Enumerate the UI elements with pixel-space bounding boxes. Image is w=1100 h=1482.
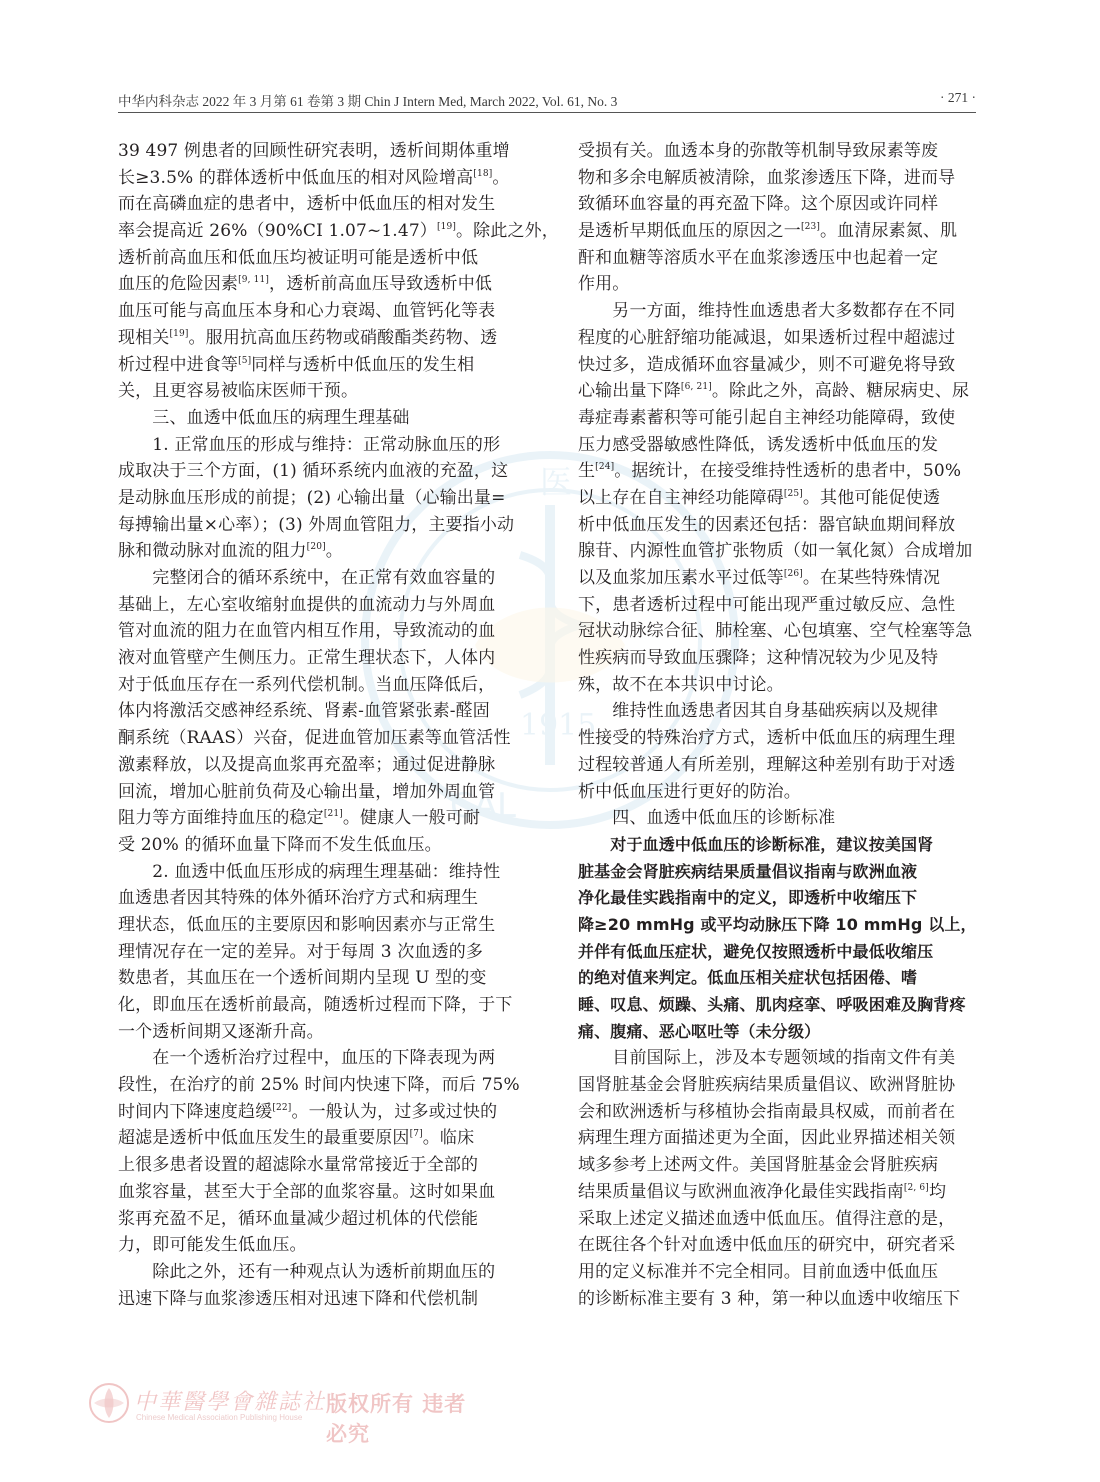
line-text: 性疾病而导致血压骤降；这种情况较为少见及特 bbox=[578, 648, 939, 669]
citation-ref: [5] bbox=[238, 355, 252, 366]
text-line bbox=[578, 939, 986, 966]
line-text: 酮系统（RAAS）兴奋，促进血管加压素等血管活性 bbox=[118, 728, 511, 749]
line-text: 程度的心脏舒缩功能减退，如果透析过程中超滤过 bbox=[578, 327, 956, 348]
line-text: 阻力等方面维持血压的稳定 bbox=[118, 808, 324, 829]
text-line bbox=[578, 1072, 986, 1099]
line-text: 是动脉血压形成的前提；(2) 心输出量（心输出量= bbox=[118, 487, 506, 508]
text-line bbox=[578, 1286, 986, 1313]
text-line bbox=[118, 432, 526, 459]
text-line bbox=[118, 912, 526, 939]
text-line bbox=[118, 138, 526, 165]
line-text: 降≥20 mmHg 或平均动脉压下降 10 mmHg 以上， bbox=[578, 914, 977, 934]
text-line bbox=[578, 645, 986, 672]
text-line bbox=[578, 245, 986, 272]
copyright-mark: 版权所有 违者必究 bbox=[326, 1392, 467, 1446]
line-text: 采取上述定义描述血透中低血压。值得注意的是， bbox=[578, 1208, 956, 1229]
line-text: 血浆容量，甚至大于全部的血浆容量。这时如果血 bbox=[118, 1181, 496, 1202]
line-text: 受 20% 的循环血量下降而不发生低血压。 bbox=[118, 834, 442, 855]
text-line bbox=[578, 912, 986, 939]
line-text-continued: 。健康人一般可耐 bbox=[342, 808, 481, 829]
text-line bbox=[578, 325, 986, 352]
citation-ref: [7] bbox=[409, 1129, 423, 1140]
text-line bbox=[118, 992, 526, 1019]
line-text-continued: 。临床 bbox=[422, 1128, 475, 1149]
text-line bbox=[118, 859, 526, 886]
line-text: 结果质量倡议与欧洲血液净化最佳实践指南 bbox=[578, 1181, 904, 1202]
text-line bbox=[578, 1152, 986, 1179]
text-line bbox=[578, 218, 986, 245]
text-line bbox=[118, 1045, 526, 1072]
line-text: 致循环血容量的再充盈下降。这个原因或许同样 bbox=[578, 194, 939, 215]
text-line bbox=[118, 165, 526, 192]
citation-ref: [19] bbox=[436, 222, 457, 233]
line-text: 血透患者因其特殊的体外循环治疗方式和病理生 bbox=[118, 888, 479, 909]
text-line bbox=[118, 1179, 526, 1206]
text-line bbox=[118, 245, 526, 272]
line-text: 迅速下降与血浆渗透压相对迅速下降和代偿机制 bbox=[118, 1288, 479, 1309]
text-line bbox=[118, 458, 526, 485]
text-line bbox=[578, 698, 986, 725]
line-text: 在一个透析治疗过程中，血压的下降表现为两 bbox=[118, 1048, 496, 1069]
line-text: 是透析早期低血压的原因之一 bbox=[578, 221, 801, 242]
text-line bbox=[578, 165, 986, 192]
line-text: 压力感受器敏感性降低，诱发透析中低血压的发 bbox=[578, 434, 939, 455]
publisher-name: 中華醫學會雜誌社 bbox=[134, 1390, 327, 1415]
text-line bbox=[118, 1099, 526, 1126]
text-line bbox=[118, 752, 526, 779]
citation-ref: [20] bbox=[306, 542, 326, 553]
line-text-continued: 。一般认为，过多或过快的 bbox=[291, 1101, 498, 1122]
text-line bbox=[578, 1259, 986, 1286]
text-line bbox=[118, 191, 526, 218]
line-text: 脉和微动脉对血流的阻力 bbox=[118, 541, 307, 562]
line-text: 以上存在自主神经功能障碍 bbox=[578, 487, 784, 508]
text-line bbox=[118, 405, 526, 432]
text-line bbox=[118, 805, 526, 832]
line-text: 痛、腹痛、恶心呕吐等（未分级） bbox=[578, 1021, 821, 1041]
line-text: 析过程中进食等 bbox=[118, 354, 239, 375]
citation-ref: [18] bbox=[473, 168, 493, 179]
text-line bbox=[578, 138, 986, 165]
citation-ref: [2, 6] bbox=[903, 1182, 929, 1193]
text-line bbox=[118, 512, 526, 539]
line-text: 1. 正常血压的形成与维持：正常动脉血压的形 bbox=[118, 434, 501, 455]
text-line bbox=[578, 271, 986, 298]
line-text: 另一方面，维持性血透患者大多数都存在不同 bbox=[578, 301, 956, 322]
text-line bbox=[578, 1125, 986, 1152]
text-line bbox=[578, 191, 986, 218]
line-text: 而在高磷血症的患者中，透析中低血压的相对发生 bbox=[118, 194, 496, 215]
line-text: 下，患者透析过程中可能出现严重过敏反应、急性 bbox=[578, 594, 956, 615]
line-text-continued: 。其他可能促使透 bbox=[802, 487, 941, 508]
watermark-year: 1915 bbox=[520, 708, 597, 743]
line-text: 39 497 例患者的回顾性研究表明，透析间期体重增 bbox=[118, 141, 510, 161]
text-line bbox=[578, 512, 986, 539]
watermark-char: 医 bbox=[540, 463, 573, 501]
line-text-continued: 同样与透析中低血压的发生相 bbox=[251, 354, 475, 375]
line-text-continued: 。除此之外，高龄、糖尿病史、尿 bbox=[711, 381, 970, 402]
line-text: 2. 血透中低血压形成的病理生理基础：维持性 bbox=[118, 861, 501, 882]
line-text: 毒症毒素蓄积等可能引起自主神经功能障碍，致使 bbox=[578, 407, 956, 428]
text-line bbox=[118, 725, 526, 752]
line-text: 用的定义标准并不完全相同。目前血透中低血压 bbox=[578, 1261, 939, 1282]
text-line bbox=[578, 992, 986, 1019]
line-text: 析中低血压进行更好的防治。 bbox=[578, 781, 801, 802]
text-line bbox=[578, 1232, 986, 1259]
line-text-continued: 。血清尿素氮、肌 bbox=[820, 221, 958, 242]
journal-citation: 中华内科杂志 2022 年 3 月第 61 卷第 3 期 Chin J Intern Med, March 2022, Vol. 61, No. 3 bbox=[118, 94, 618, 109]
text-line bbox=[118, 592, 526, 619]
text-line bbox=[578, 885, 986, 912]
line-text: 维持性血透患者因其自身基础疾病以及规律 bbox=[578, 701, 939, 722]
line-text: 理状态，低血压的主要原因和影响因素亦与正常生 bbox=[118, 914, 496, 935]
line-text: 力，即可能发生低血压。 bbox=[118, 1235, 307, 1256]
text-line bbox=[118, 1286, 526, 1313]
line-text: 血压的危险因素 bbox=[118, 274, 239, 295]
line-text: 上很多患者设置的超滤除水量常常接近于全部的 bbox=[118, 1155, 479, 1176]
text-line bbox=[578, 298, 986, 325]
citation-ref: [22] bbox=[272, 1102, 292, 1113]
line-text: 长≥3.5% 的群体透析中低血压的相对风险增高 bbox=[118, 167, 474, 188]
text-line bbox=[578, 859, 986, 886]
text-line bbox=[578, 538, 986, 565]
line-text: 并伴有低血压症状，避免仅按照透析中最低收缩压 bbox=[578, 941, 934, 961]
line-text: 性接受的特殊治疗方式，透析中低血压的病理生理 bbox=[578, 728, 956, 749]
text-line bbox=[118, 218, 559, 245]
text-line bbox=[578, 1019, 986, 1046]
text-line bbox=[118, 325, 526, 352]
line-text: 段性，在治疗的前 25% 时间内快速下降，而后 75% bbox=[118, 1075, 520, 1096]
text-line bbox=[578, 565, 986, 592]
citation-ref: [26] bbox=[783, 569, 803, 579]
text-line bbox=[578, 592, 986, 619]
text-line bbox=[118, 1232, 526, 1259]
line-text: 液对血管壁产生侧压力。正常生理状态下，人体内 bbox=[118, 648, 496, 669]
text-line bbox=[578, 1045, 986, 1072]
citation-ref: [6, 21] bbox=[680, 382, 712, 393]
citation-ref: [9, 11] bbox=[238, 275, 270, 286]
line-text: 腺苷、内源性血管扩张物质（如一氧化氮）合成增加 bbox=[578, 541, 973, 562]
line-text: 浆再充盈不足，循环血量减少超过机体的代偿能 bbox=[118, 1208, 479, 1229]
text-line bbox=[118, 965, 526, 992]
line-text: 一个透析间期又逐渐升高。 bbox=[118, 1021, 324, 1042]
text-line bbox=[118, 1125, 526, 1152]
line-text: 数患者，其血压在一个透析间期内呈现 U 型的变 bbox=[118, 968, 487, 989]
text-line bbox=[118, 378, 526, 405]
line-text-continued: 。除此之外， bbox=[456, 221, 559, 242]
line-text: 除此之外，还有一种观点认为透析前期血压的 bbox=[118, 1261, 496, 1282]
text-line bbox=[118, 538, 526, 565]
line-text: 激素释放，以及提高血浆再充盈率；通过促进静脉 bbox=[118, 754, 496, 775]
line-text-continued: 。 bbox=[492, 167, 510, 188]
line-text: 酐和血糖等溶质水平在血浆渗透压中也起着一定 bbox=[578, 247, 939, 268]
line-text-continued: 。 bbox=[325, 541, 343, 562]
line-text-continued: ，透析前高血压导致透析中低 bbox=[269, 274, 492, 295]
text-line bbox=[118, 779, 526, 806]
line-text: 物和多余电解质被清除，血浆渗透压下降，进而导 bbox=[578, 167, 956, 188]
line-text: 回流，增加心脏前负荷及心输出量，增加外周血管 bbox=[118, 781, 496, 802]
citation-ref: [24] bbox=[595, 462, 615, 473]
line-text: 的绝对值来判定。低血压相关症状包括困倦、嗜 bbox=[578, 968, 918, 988]
text-line bbox=[118, 298, 526, 325]
text-line bbox=[118, 1259, 526, 1286]
text-line bbox=[118, 698, 526, 725]
text-line bbox=[118, 618, 526, 645]
line-text: 透析前高血压和低血压均被证明可能是透析中低 bbox=[118, 247, 479, 268]
line-text-continued: 。在某些特殊情况 bbox=[802, 568, 941, 588]
text-line bbox=[118, 672, 526, 699]
text-line bbox=[578, 832, 986, 859]
line-text: 对于低血压存在一系列代偿机制。当血压降低后， bbox=[118, 674, 496, 695]
citation-ref: [19] bbox=[169, 328, 189, 339]
text-line bbox=[578, 378, 986, 405]
line-text: 成取决于三个方面，(1) 循环系统内血液的充盈，这 bbox=[118, 461, 509, 482]
line-text: 国肾脏基金会肾脏疾病结果质量倡议、欧洲肾脏协 bbox=[578, 1075, 956, 1096]
text-line bbox=[578, 432, 986, 459]
text-line bbox=[578, 779, 986, 806]
text-line bbox=[118, 352, 526, 379]
line-text: 关，且更容易被临床医师干预。 bbox=[118, 381, 359, 402]
line-text: 域多参考上述两文件。美国肾脏基金会肾脏疾病 bbox=[578, 1155, 939, 1176]
line-text: 每搏输出量×心率）；(3) 外周血管阻力，主要指小动 bbox=[118, 514, 515, 535]
text-line bbox=[118, 1152, 526, 1179]
line-text: 时间内下降速度趋缓 bbox=[118, 1101, 273, 1122]
line-text: 基础上，左心室收缩射血提供的血流动力与外周血 bbox=[118, 594, 496, 615]
line-text: 现相关 bbox=[118, 327, 170, 348]
line-text: 完整闭合的循环系统中，在正常有效血容量的 bbox=[118, 568, 496, 588]
text-line bbox=[118, 565, 526, 592]
text-line bbox=[578, 618, 986, 645]
line-text: 心输出量下降 bbox=[578, 381, 681, 402]
line-text: 过程较普通人有所差别，理解这种差别有助于对透 bbox=[578, 754, 956, 775]
line-text-continued: 。服用抗高血压药物或硝酸酯类药物、透 bbox=[188, 327, 498, 348]
line-text: 睡、叹息、烦躁、头痛、肌肉痉挛、呼吸困难及胸背疼 bbox=[578, 995, 966, 1014]
text-line bbox=[578, 1179, 986, 1206]
text-line bbox=[578, 752, 986, 779]
text-line bbox=[118, 885, 526, 912]
line-text: 在既往各个针对血透中低血压的研究中，研究者采 bbox=[578, 1235, 956, 1256]
line-text: 作用。 bbox=[578, 274, 630, 295]
text-line bbox=[118, 1072, 526, 1099]
line-text: 以及血浆加压素水平过低等 bbox=[578, 568, 784, 588]
citation-ref: [23] bbox=[800, 222, 821, 233]
publisher-seal-icon bbox=[88, 1382, 130, 1424]
text-line bbox=[578, 805, 986, 832]
line-text: 管对血流的阻力在血管内相互作用，导致流动的血 bbox=[118, 621, 496, 642]
text-line bbox=[578, 405, 986, 432]
line-text: 快过多，造成循环血容量减少，则不可避免将导致 bbox=[578, 354, 956, 375]
text-line bbox=[118, 485, 526, 512]
line-text: 生 bbox=[578, 461, 596, 482]
text-line bbox=[578, 725, 986, 752]
publisher-name-en: Chinese Medical Association Publishing House bbox=[136, 1413, 303, 1422]
text-line bbox=[578, 1206, 986, 1233]
line-text: 对于血透中低血压的诊断标准，建议按美国肾 bbox=[578, 834, 934, 854]
line-text: 受损有关。血透本身的弥散等机制导致尿素等废 bbox=[578, 141, 939, 161]
line-text: 率会提高近 26%（90%CI 1.07~1.47） bbox=[118, 221, 437, 242]
line-text: 净化最佳实践指南中的定义，即透析中收缩压下 bbox=[578, 888, 918, 908]
line-text: 化，即血压在透析前最高，随透析过程而下降，于下 bbox=[118, 995, 513, 1015]
line-text: 血压可能与高血压本身和心力衰竭、血管钙化等表 bbox=[118, 301, 496, 322]
text-line bbox=[118, 1206, 526, 1233]
citation-ref: [21] bbox=[323, 809, 343, 820]
text-line bbox=[578, 485, 986, 512]
text-line bbox=[118, 832, 526, 859]
text-line bbox=[578, 965, 986, 992]
text-line bbox=[578, 458, 986, 485]
line-text-continued: 。据统计，在接受维持性透析的患者中，50% bbox=[614, 461, 962, 482]
line-text: 析中低血压发生的因素还包括：器官缺血期间释放 bbox=[578, 514, 956, 535]
line-text: 的诊断标准主要有 3 种，第一种以血透中收缩压下 bbox=[578, 1288, 961, 1309]
text-line bbox=[578, 672, 986, 699]
text-line bbox=[578, 352, 986, 379]
text-line bbox=[118, 271, 526, 298]
watermark-text: CAL bbox=[450, 786, 516, 826]
line-text: 理情况存在一定的差异。对于每周 3 次血透的多 bbox=[118, 941, 484, 962]
text-line bbox=[118, 939, 526, 966]
text-line bbox=[118, 645, 526, 672]
line-text: 四、血透中低血压的诊断标准 bbox=[578, 808, 836, 829]
text-line bbox=[578, 1099, 986, 1126]
line-text: 体内将激活交感神经系统、肾素-血管紧张素-醛固 bbox=[118, 701, 490, 722]
text-line bbox=[118, 1019, 526, 1046]
line-text: 三、血透中低血压的病理生理基础 bbox=[118, 407, 410, 428]
line-text: 殊，故不在本共识中讨论。 bbox=[578, 674, 784, 695]
line-text: 病理生理方面描述更为全面，因此业界描述相关领 bbox=[578, 1128, 956, 1149]
line-text: 脏基金会肾脏疾病结果质量倡议指南与欧洲血液 bbox=[578, 861, 918, 881]
line-text: 会和欧洲透析与移植协会指南最具权威，而前者在 bbox=[578, 1101, 956, 1122]
citation-ref: [25] bbox=[783, 488, 803, 499]
line-text: 超滤是透析中低血压发生的最重要原因 bbox=[118, 1128, 410, 1149]
right-column bbox=[578, 138, 986, 1312]
publisher-footer bbox=[88, 1382, 488, 1446]
page-number: · 271 · bbox=[940, 90, 976, 105]
line-text-continued: 均 bbox=[928, 1181, 947, 1202]
line-text: 目前国际上，涉及本专题领域的指南文件有美 bbox=[578, 1048, 956, 1069]
header-rule bbox=[118, 112, 976, 113]
line-text: 冠状动脉综合征、肺栓塞、心包填塞、空气栓塞等急 bbox=[578, 621, 973, 642]
running-header bbox=[118, 86, 976, 116]
